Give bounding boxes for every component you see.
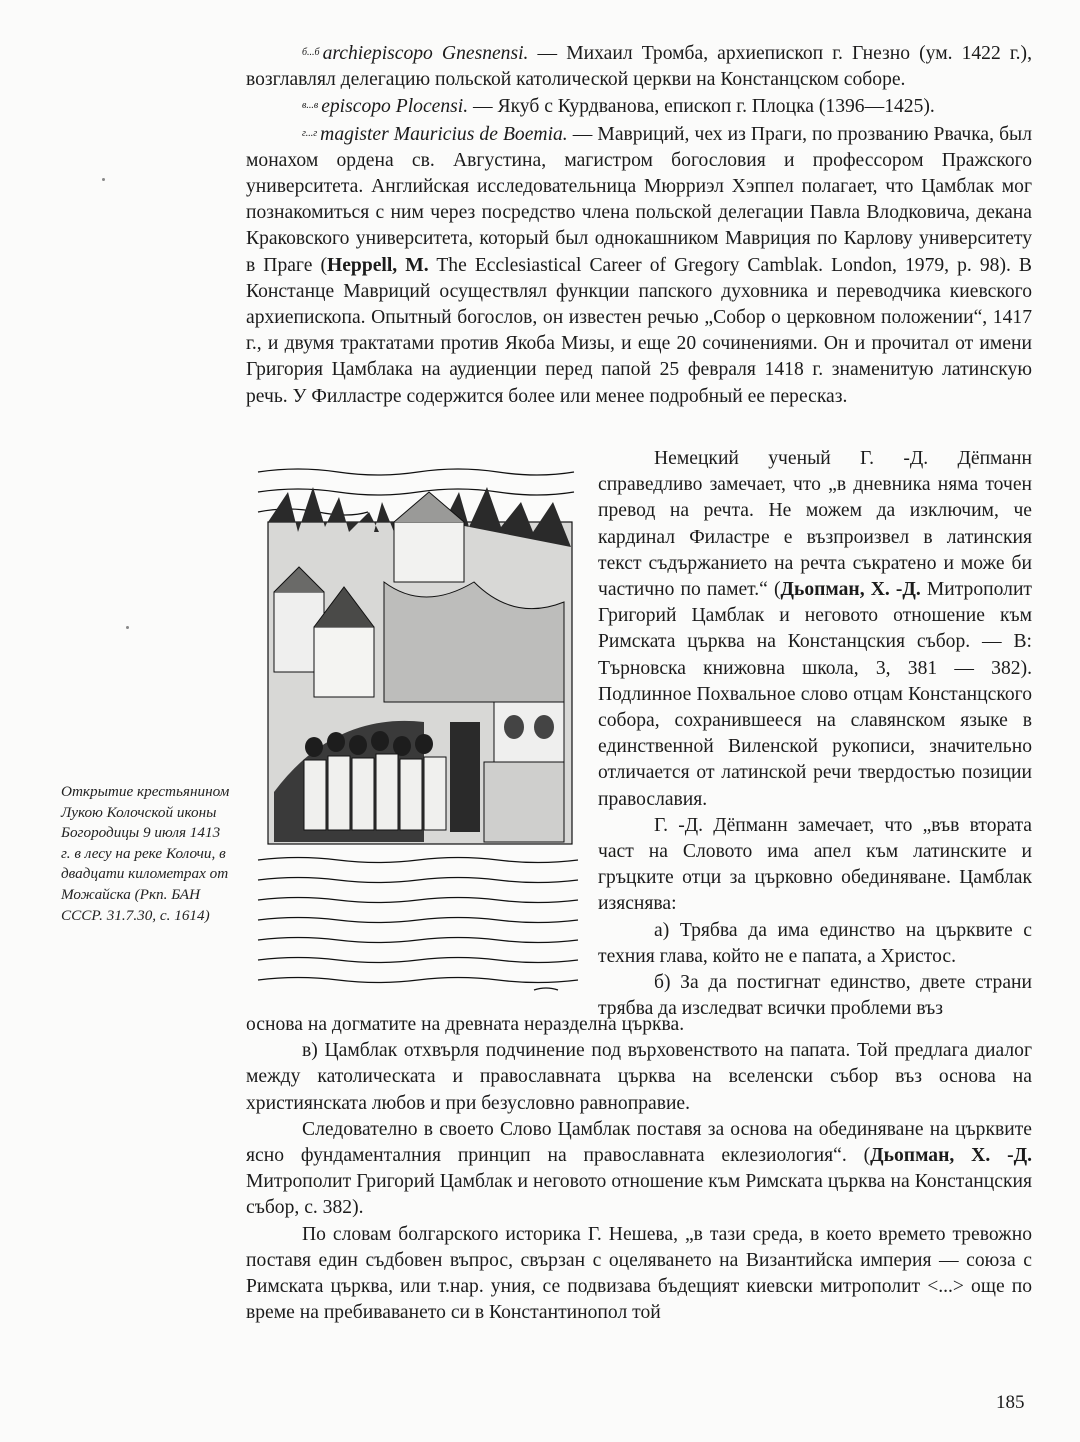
footnote-v: $^{в...в}$ episcopo Plocensi. — Якуб с Курдванова, епископ г. Плоцка (1396—1425). <box>302 96 935 118</box>
paragraph-depmann-2: Г. -Д. Дёпманн замечает, что „във втората част на Словото има апел към латинските и гръцките отци за църковно обединяване. Цамблак изяснява: <box>598 814 1032 915</box>
paragraph-depmann: Немецкий ученый Г. -Д. Дёпманн справедливо замечает, что „в дневника няма точен превод на речта. Не можем да изключим, че кардинал Филастре е възпроизвел в латинския текст съдържанието на речта съкратено и може би частично по памет.“ (Дьопман, Х. -Д. Митрополит Григорий Цамблак и неговото отношение към Римската църква на Констанцския събор. — В: Търновска книжовна школа, 3, 381 — 382). Подлинное Похвальное слово отцам Констанцского собора, сохранившееся на славянском языке в единственной Виленской рукописи, значительно отличается от латинской речи твердостью позиции православия. <box>598 448 1032 810</box>
paragraph-nesheva: По словам болгарского историка Г. Нешева, „в тази среда, в което времето тревожно поставя един съдбовен въпрос, свързан с оцеляването на Византийска империя — союза с Римската църква, или т.нар. уния, се подвизава бъдещият киевски митрополит <...> още по време на пребиваването си в Константинопол той <box>246 1223 1032 1324</box>
citation-author: Дьопман, Х. -Д. <box>870 1145 1032 1167</box>
bottom-text-block <box>246 1012 1032 1326</box>
citation-author: Дьопман, Х. -Д. <box>780 579 921 601</box>
top-text-block <box>246 40 1032 410</box>
paper-speck <box>126 626 129 629</box>
paper-speck <box>102 178 105 181</box>
page-number: 185 <box>996 1392 1025 1413</box>
point-v: в) Цамблак отхвърля подчинение под върховенството на папата. Той предлага диалог между католическата и православната църква на вселенски събор въз основа на християнската любов и при безусловно равноправие. <box>246 1040 1032 1114</box>
footnote-b: $^{б...б}$ archiepiscopo Gnesnensi. — Михаил Тромба, архиепископ г. Гнезно (ум. 1422 г.), возглавлял делегацию польской католической церкви на Констанцском соборе. <box>246 43 1032 91</box>
footnote-g: $^{г...г}$ magister Mauricius de Boemia. — Мавриций, чех из Праги, по прозванию Рвачка, был монахом ордена св. Августина, магистром богословия и профессором Пражского университета. Английская исследовательница Мюрриэл Хэппел полагает, что Цамблак мог познакомиться с ним через посредство члена польской делегации Павла Влодковича, декана Краковского университета, который был однокашником Мавриция по Карлову университету в Праге (Heppell, M. The Ecclesiastical Career of Gregory Camblak. London, 1979, p. 98). В Констанце Мавриций осуществлял функции папского духовника и переводчика киевского архиепископа. Опытный богослов, он известен речью „Собор о церковном положении“, 1417 г., и двумя трактатами против Якоба Мизы, и еще 20 сочинениями. Он и прочитал от имени Григория Цамблака на аудиенции перед папой 25 февраля 1418 г. знаменитую латинскую речь. У Филластре содержится более или менее подробный ее пересказ. <box>246 123 1032 407</box>
illustration-caption: Открытие крестьянином Лукою Колочской иконы Богородицы 9 июля 1413 г. в лесу на реке Колочи, в двадцати километрах от Можайска (Ркп. БАН СССР. 31.7.30, с. 1614) <box>61 783 230 924</box>
right-column <box>598 446 1032 1022</box>
point-a: а) Трябва да има единство на църквите с техния глава, който не е папата, а Христос. <box>598 919 1032 967</box>
paragraph-conclusion: Следователно в своето Слово Цамблак поставя за основа на обединяване на църквите ясно фундаменталния принцип на православната еклезиология“. (Дьопман, Х. -Д. Митрополит Григорий Цамблак и неговото отношение към Римската църква на Констанцския събор, с. 382). <box>246 1118 1032 1219</box>
manuscript-illustration <box>254 462 584 994</box>
citation-author: Heppell, M. <box>326 254 429 276</box>
point-b-end: основа на догматите на древната неразделна църква. <box>246 1014 685 1035</box>
point-b-start: б) За да постигнат единство, двете страни трябва да изследват всички проблеми въз <box>598 972 1032 1020</box>
